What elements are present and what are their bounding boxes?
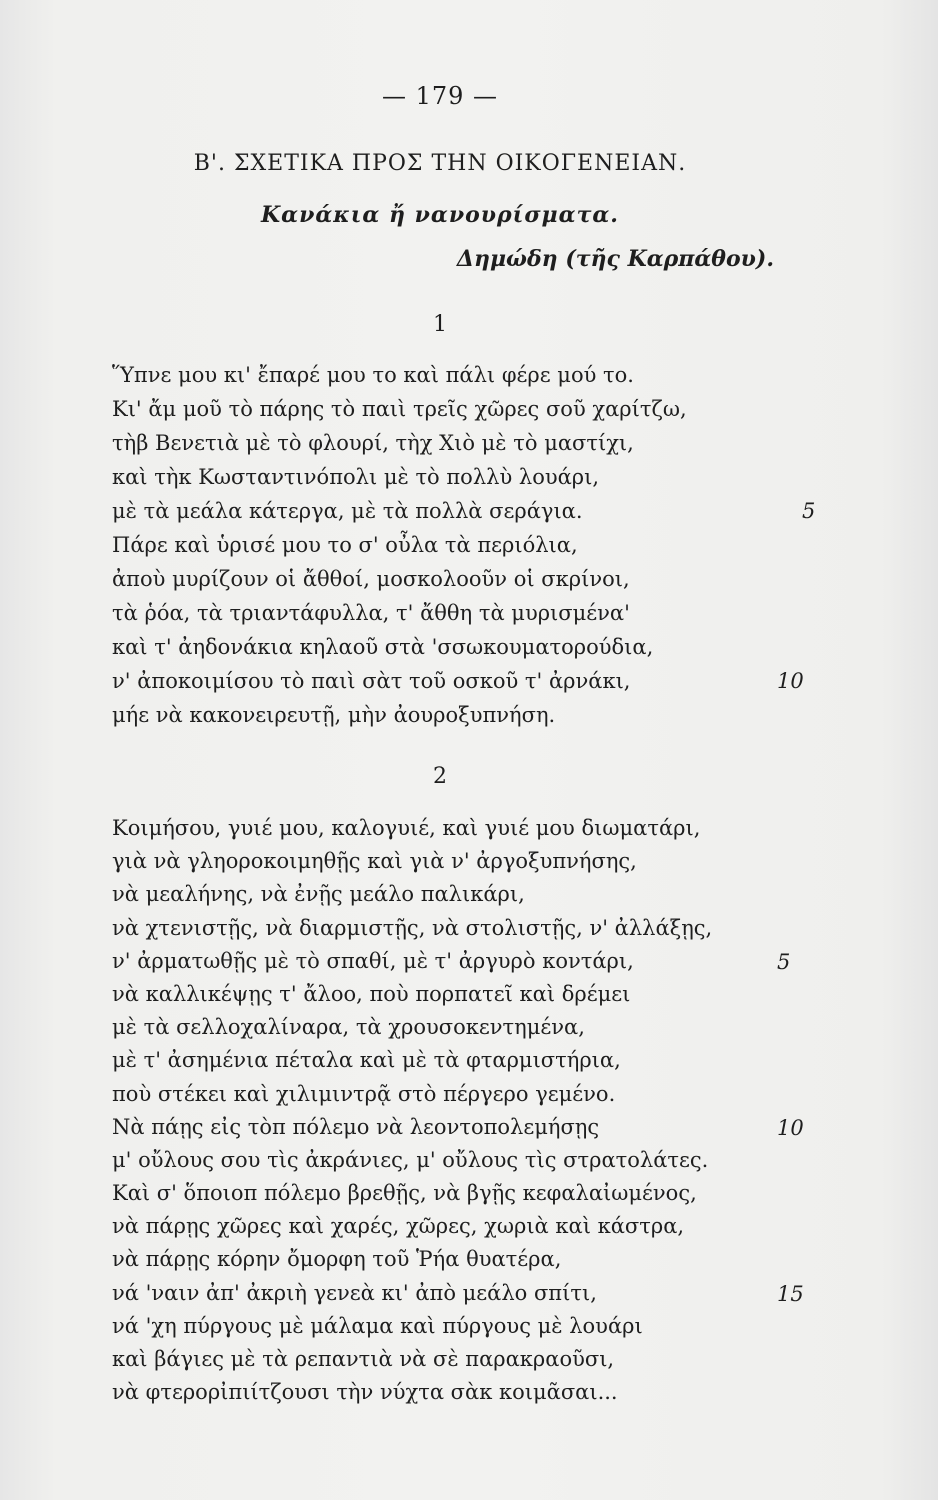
verse-text: νὰ πάρῃς κόρην ὄμορφη τοῦ Ῥήα θυατέρα,: [112, 1247, 562, 1272]
poem-number: 2: [433, 764, 447, 789]
verse-text: νὰ φτερορἰπιίτζουσι τὴν νύχτα σὰκ κοιμᾶσαι...: [112, 1380, 618, 1405]
verse-text: καὶ τὴκ Κωσταντινόπολι μὲ τὸ πολλὺ λουάρι,: [112, 465, 600, 489]
poem-2-verses: [112, 812, 832, 1409]
verse-text: μ' οὔλους σου τὶς ἀκράνιες, μ' οὔλους τὶς στρατολάτες.: [112, 1147, 709, 1172]
verse-text: Καὶ σ' ὅποιοπ πόλεμο βρεθῇς, νὰ βγῇς κεφαλαἰωμένος,: [112, 1181, 697, 1206]
verse-line: [112, 562, 832, 596]
verse-text: ν' ἀρματωθῇς μὲ τὸ σπαθί, μὲ τ' ἀργυρὸ κοντάρι,: [112, 948, 634, 973]
verse-line: [112, 358, 832, 392]
verse-text: νὰ καλλικέψῃς τ' ἄλοο, ποὺ πορπατεῖ καὶ δρέμει: [112, 981, 631, 1006]
verse-line: [112, 1277, 832, 1310]
verse-line: [112, 664, 832, 698]
page-header: — 179 —: [381, 82, 499, 110]
verse-line: [112, 845, 832, 878]
verse-text: νὰ χτενιστῇς, νὰ διαρμιστῇς, νὰ στολιστῇς, ν' ἀλλάξῃς,: [112, 915, 713, 940]
verse-line: [112, 460, 832, 494]
verse-line: [112, 912, 832, 945]
verse-line: [112, 1177, 832, 1210]
verse-line: [112, 1111, 832, 1144]
verse-text: Νὰ πάῃς εἰς τὸπ πόλεμο νὰ λεοντοπολεμήσῃς: [112, 1114, 600, 1139]
verse-line: [112, 1011, 832, 1044]
section-title: Β'. ΣΧΕΤΙΚΑ ΠΡΟΣ ΤΗΝ ΟΙΚΟΓΕΝΕΙΑΝ.: [193, 151, 687, 176]
verse-text: καὶ τ' ἀηδονάκια κηλαοῦ στὰ 'σσωκουματορούδια,: [112, 635, 654, 659]
verse-line: [112, 1310, 832, 1343]
verse-line: [112, 978, 832, 1011]
source-note: Δημώδη (τῆς Καρπάθου).: [456, 246, 774, 272]
verse-text: καὶ βάγιες μὲ τὰ ρεπαντιὰ νὰ σὲ παρακραοῦσι,: [112, 1347, 615, 1371]
verse-line: [112, 630, 832, 664]
verse-line: [112, 528, 832, 562]
verse-line: [112, 1243, 832, 1276]
verse-line: [112, 698, 832, 732]
poem-1-verses: [112, 358, 832, 732]
verse-text: ν' ἀποκοιμίσου τὸ παιὶ σὰτ τοῦ οσκοῦ τ' ἀρνάκι,: [112, 669, 631, 693]
verse-text: νὰ πάρῃς χῶρες καὶ χαρές, χῶρες, χωριὰ καὶ κάστρα,: [112, 1214, 685, 1239]
verse-text: Ὕπνε μου κι' ἔπαρέ μου το καὶ πάλι φέρε μού το.: [112, 363, 634, 387]
verse-line: [112, 945, 832, 978]
verse-text: Κι' ἄμ μοῦ τὸ πάρης τὸ παιὶ τρεῖς χῶρες σοῦ χαρίτζω,: [112, 397, 687, 421]
verse-line: [112, 596, 832, 630]
verse-text: μὲ τ' ἀσημένια πέταλα καὶ μὲ τὰ φταρμιστήρια,: [112, 1048, 621, 1073]
verse-text: τὴβ Βενετιὰ μὲ τὸ φλουρί, τὴχ Χιὸ μὲ τὸ μαστίχι,: [112, 431, 634, 455]
verse-line: [112, 1144, 832, 1177]
line-number: 5: [802, 499, 816, 523]
verse-text: μὲ τὰ σελλοχαλίναρα, τὰ χρουσοκεντημένα,: [112, 1015, 585, 1040]
subtitle: Κανάκια ἤ νανουρίσματα.: [261, 202, 619, 228]
verse-line: [112, 1044, 832, 1077]
poem-number: 1: [433, 312, 447, 337]
verse-line: [112, 494, 832, 528]
verse-text: μὲ τὰ μεάλα κάτεργα, μὲ τὰ πολλὰ σεράγια.: [112, 499, 583, 523]
verse-line: [112, 1078, 832, 1111]
line-number: 5: [777, 949, 791, 974]
verse-text: νά 'ναιν ἀπ' ἀκριὴ γενεὰ κι' ἀπὸ μεάλο σπίτι,: [112, 1280, 597, 1305]
verse-line: [112, 1376, 832, 1409]
verse-text: Κοιμήσου, γυιέ μου, καλογυιέ, καὶ γυιέ μου διωματάρι,: [112, 816, 701, 840]
verse-line: [112, 812, 832, 845]
verse-text: νά 'χη πύργους μὲ μάλαμα καὶ πύργους μὲ λουάρι: [112, 1313, 643, 1338]
line-number: 10: [777, 1115, 804, 1140]
verse-text: νὰ μεαλήνης, νὰ ἐνῇς μεάλο παλικάρι,: [112, 882, 525, 907]
verse-text: ποὺ στέκει καὶ χιλιμιντρᾷ στὸ πέργερο γεμένο.: [112, 1081, 616, 1106]
verse-line: [112, 426, 832, 460]
verse-text: γιὰ νὰ γληοροκοιμηθῇς καὶ γιὰ ν' ἀργοξυπνήσης,: [112, 849, 637, 874]
verse-line: [112, 878, 832, 911]
verse-text: Πάρε καὶ ὑρισέ μου το σ' οὖλα τὰ περιόλια,: [112, 533, 578, 557]
line-number: 10: [777, 669, 804, 693]
line-number: 15: [777, 1281, 804, 1306]
verse-line: [112, 1210, 832, 1243]
verse-line: [112, 392, 832, 426]
verse-line: [112, 1343, 832, 1376]
verse-text: μήε νὰ κακονειρευτῇ, μὴν ἀουροξυπνήση.: [112, 703, 556, 727]
verse-text: ἀποὺ μυρίζουν οἱ ἄθθοί, μοσκολοοῦν οἱ σκρίνοι,: [112, 567, 630, 591]
verse-text: τὰ ῥόα, τὰ τριαντάφυλλα, τ' ἄθθη τὰ μυρισμένα': [112, 601, 630, 625]
